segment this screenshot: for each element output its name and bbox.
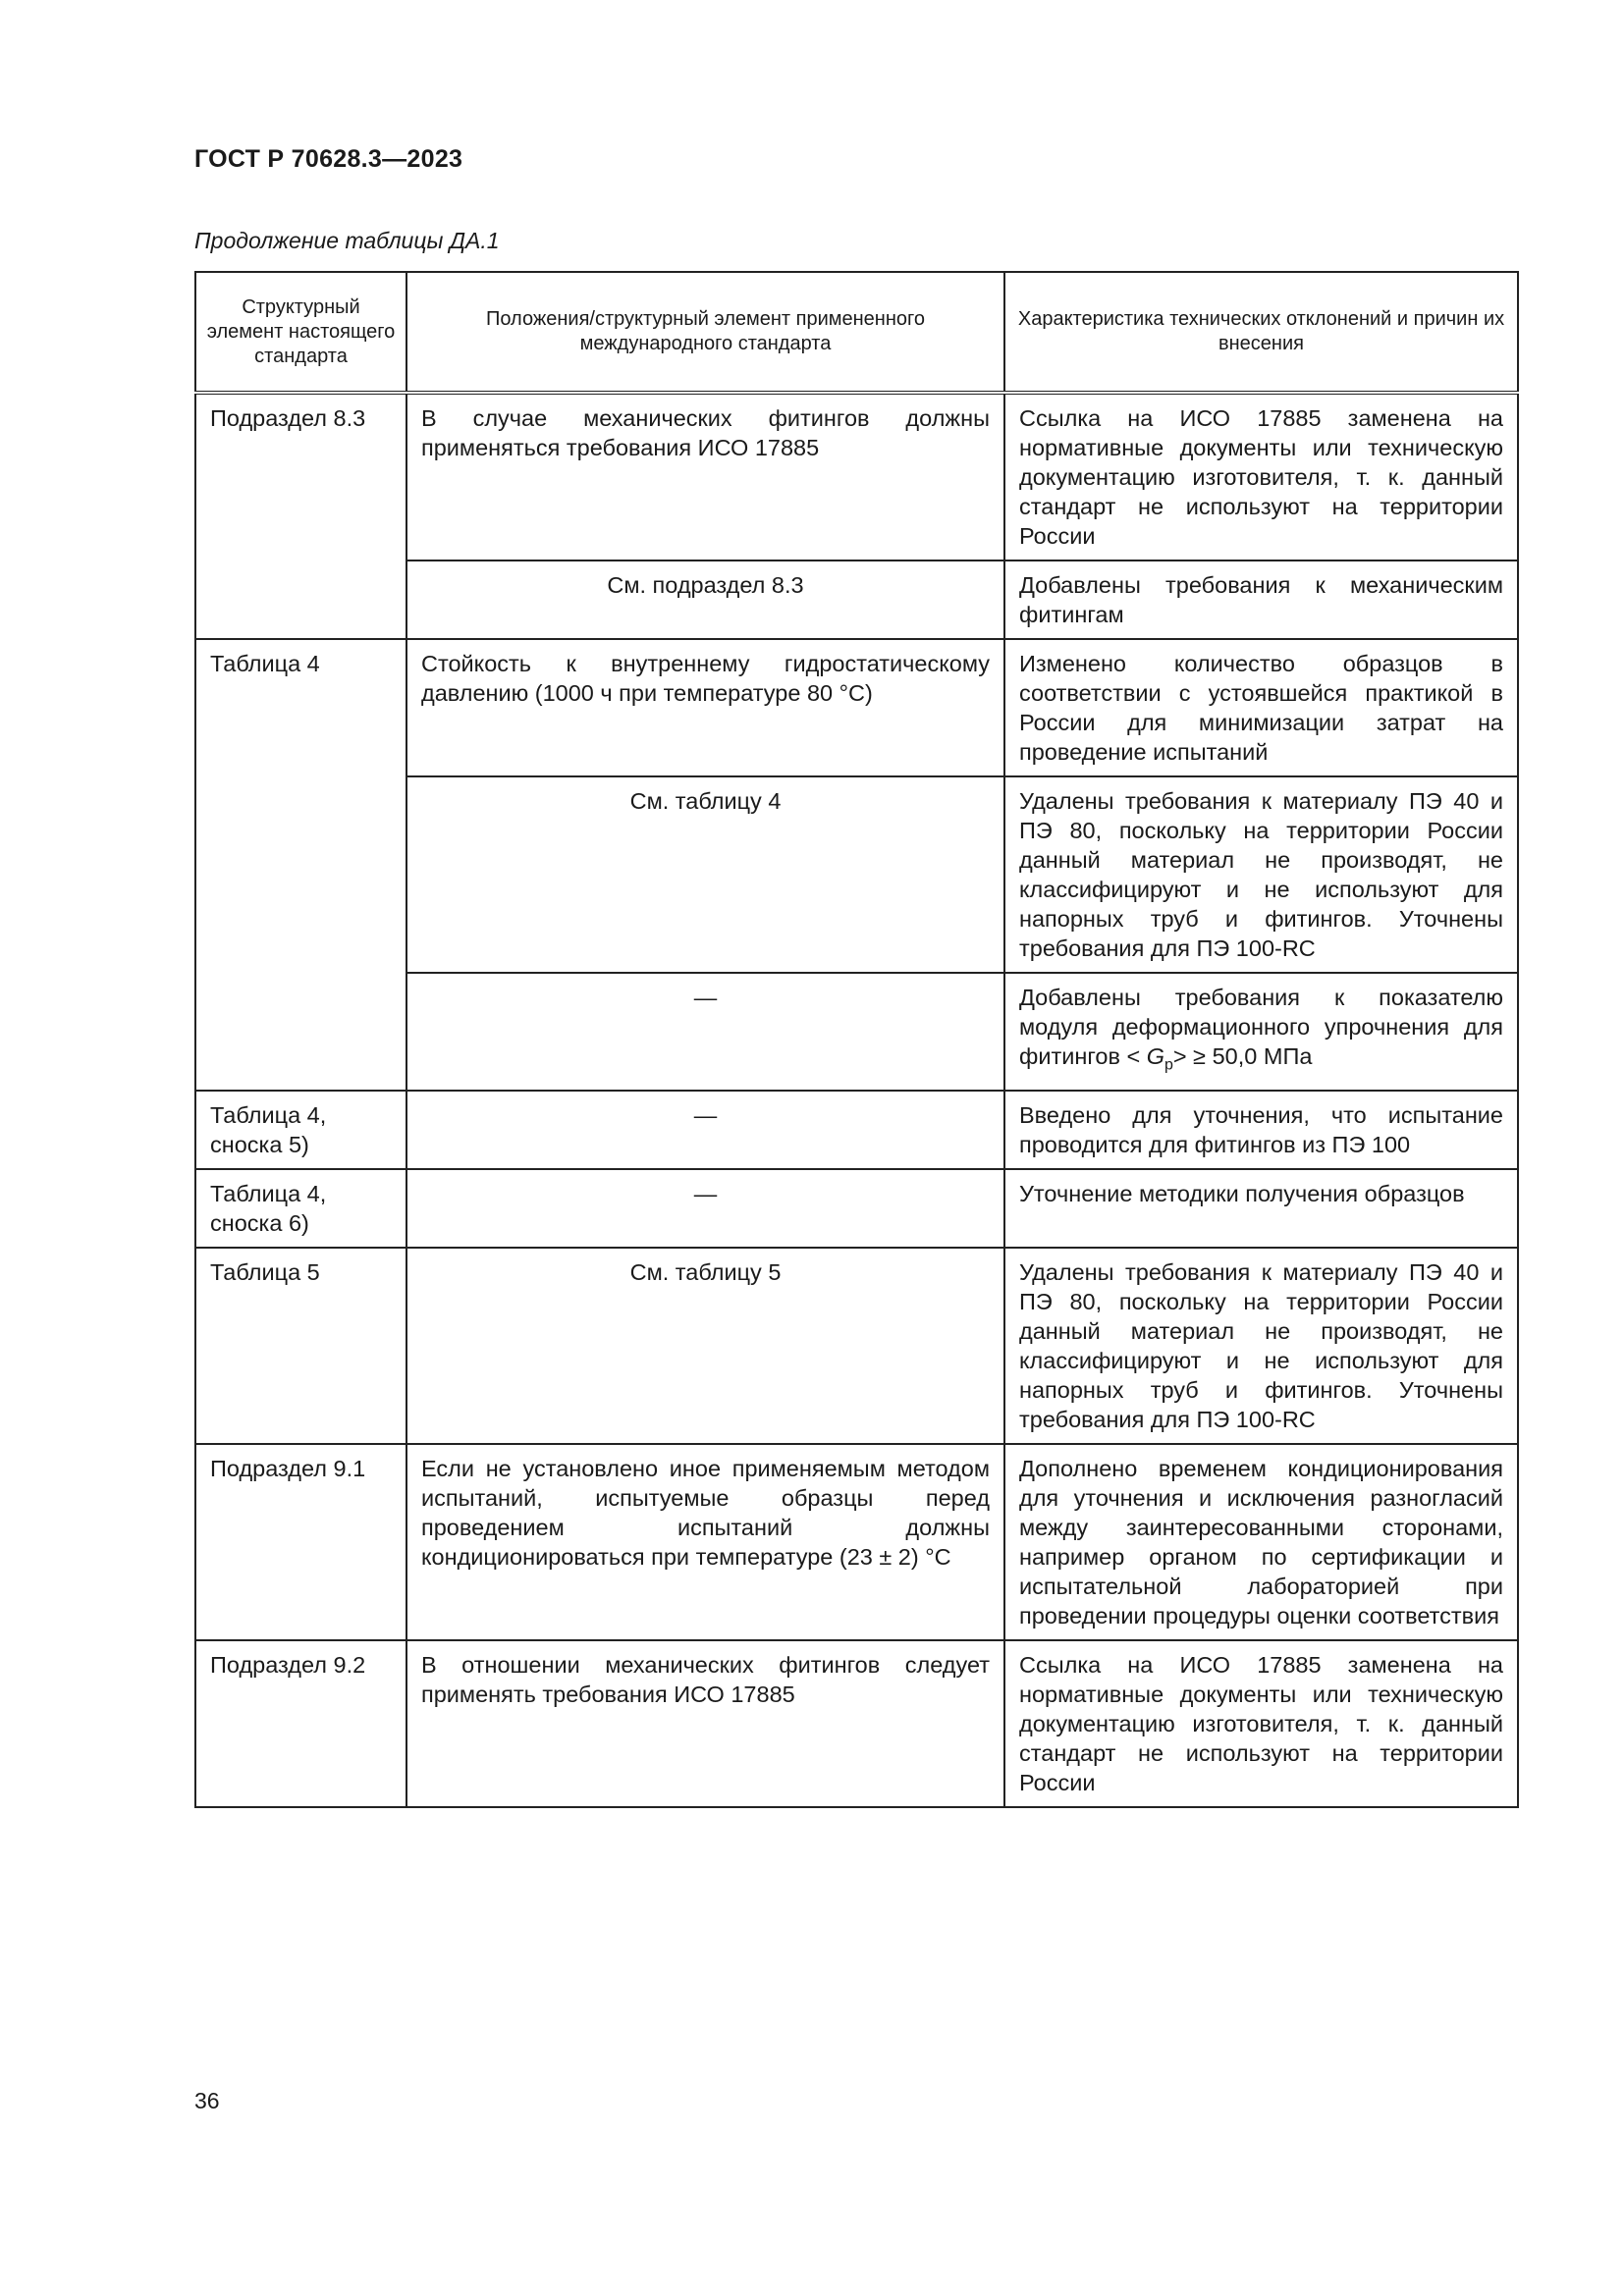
cell-provision: — [406, 1169, 1004, 1248]
cell-reason: Добавлены требования к механическим фитингам [1004, 561, 1518, 639]
cell-provision: Стойкость к внутреннему гидростатическому давлению (1000 ч при температуре 80 °С) [406, 639, 1004, 776]
cell-reason: Введено для уточнения, что испытание проводится для фитингов из ПЭ 100 [1004, 1091, 1518, 1169]
table-row [195, 1091, 1518, 1169]
cell-provision: См. таблицу 4 [406, 776, 1004, 973]
table-row [195, 1640, 1518, 1807]
cell-structural-element: Таблица 4, сноска 5) [195, 1091, 406, 1169]
cell-reason: Дополнено временем кондиционирования для уточнения и исключения разногласий между заинтересованными сторонами, например органом по сертификации и испытательной лабораторией при проведении процедуры оценки соответствия [1004, 1444, 1518, 1640]
document-title: ГОСТ Р 70628.3—2023 [194, 145, 463, 173]
variable-symbol: G [1146, 1043, 1165, 1069]
cell-reason: Удалены требования к материалу ПЭ 40 и ПЭ 80, поскольку на территории России данный материал не производят, не классифицируют и не используют для напорных труб и фитингов. Уточнены требования для ПЭ 100-RC [1004, 1248, 1518, 1444]
cell-reason: Удалены требования к материалу ПЭ 40 и ПЭ 80, поскольку на территории России данный материал не производят, не классифицируют и не используют для напорных труб и фитингов. Уточнены требования для ПЭ 100-RC [1004, 776, 1518, 973]
cell-reason: Ссылка на ИСО 17885 заменена на нормативные документы или техническую документацию изготовителя, т. к. данный стандарт не используют на территории России [1004, 1640, 1518, 1807]
cell-reason: Уточнение методики получения образцов [1004, 1169, 1518, 1248]
cell-provision: — [406, 1091, 1004, 1169]
table-caption: Продолжение таблицы ДА.1 [194, 228, 500, 253]
cell-provision: Если не установлено иное применяемым методом испытаний, испытуемые образцы перед проведением испытаний должны кондиционироваться при температуре (23 ± 2) °С [406, 1444, 1004, 1640]
cell-reason [1004, 973, 1518, 1091]
column-header-provision: Положения/структурный элемент примененного международного стандарта [406, 272, 1004, 393]
cell-reason: Изменено количество образцов в соответствии с устоявшейся практикой в России для минимизации затрат на проведение испытаний [1004, 639, 1518, 776]
table-header [195, 272, 1518, 393]
table-body [195, 393, 1518, 1807]
variable-subscript: p [1164, 1056, 1173, 1074]
cell-structural-element: Подраздел 9.2 [195, 1640, 406, 1807]
table-row [195, 639, 1518, 776]
cell-provision: См. подраздел 8.3 [406, 561, 1004, 639]
table-row [195, 1169, 1518, 1248]
cell-structural-element: Подраздел 8.3 [195, 393, 406, 639]
cell-structural-element: Таблица 4, сноска 6) [195, 1169, 406, 1248]
table-row [195, 1444, 1518, 1640]
table-row [195, 393, 1518, 561]
cell-structural-element: Подраздел 9.1 [195, 1444, 406, 1640]
cell-provision: В отношении механических фитингов следует применять требования ИСО 17885 [406, 1640, 1004, 1807]
deviation-table [194, 271, 1519, 1808]
page-number: 36 [194, 2088, 220, 2113]
reason-text-tail: > ≥ 50,0 МПа [1172, 1043, 1313, 1069]
cell-structural-element: Таблица 4 [195, 639, 406, 1091]
cell-provision: См. таблицу 5 [406, 1248, 1004, 1444]
cell-reason: Ссылка на ИСО 17885 заменена на нормативные документы или техническую документацию изготовителя, т. к. данный стандарт не используют на территории России [1004, 393, 1518, 561]
cell-provision: — [406, 973, 1004, 1091]
cell-structural-element: Таблица 5 [195, 1248, 406, 1444]
column-header-element: Структурный элемент настоящего стандарта [195, 272, 406, 393]
column-header-reason: Характеристика технических отклонений и причин их внесения [1004, 272, 1518, 393]
cell-provision: В случае механических фитингов должны применяться требования ИСО 17885 [406, 393, 1004, 561]
table-row [195, 1248, 1518, 1444]
reason-text: Добавлены требования к показателю модуля деформационного упрочнения для фитингов < [1019, 985, 1503, 1069]
